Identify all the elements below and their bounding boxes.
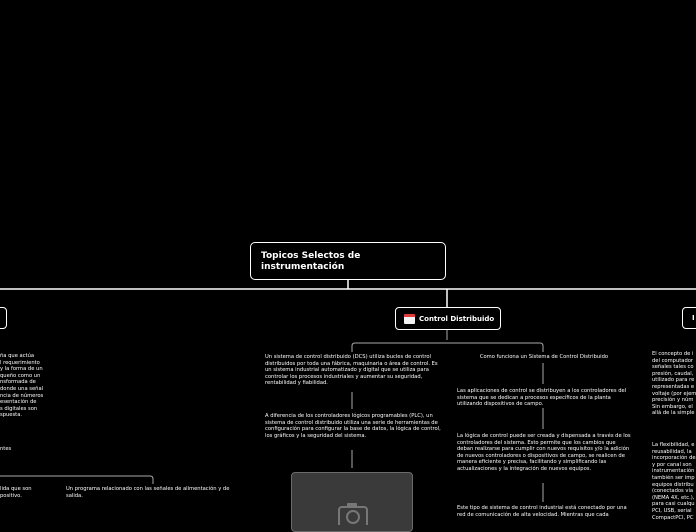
left-partial-text-1: ña que actúa l requerimiento y la forma de un queño como un nsformada de donde una señal ncia de números esentación de s digitales son spuesta.	[0, 353, 44, 419]
dcs-vs-plc-text: A diferencia de los controladores lógicos programables (PLC), un sistema de control distribuido utiliza una serie de herramientas de configuración para configurar la base de datos, la lógica de control, los gráficos y la seguridad del sistema.	[265, 413, 441, 439]
right-partial-text-2: La flexibilidad, e reusabilidad, la incorporación de y por canal son instrumentación también ser imp equipos distribu (conectados vía (NEMA 4X, etc.), para casi cualqu PCI, USB, serial CompactPCI, PC	[652, 442, 696, 521]
right-topic-node-partial[interactable]	[682, 307, 696, 329]
control-distribuido-node[interactable]	[395, 307, 501, 330]
calendar-icon	[404, 314, 415, 324]
right-partial-text-1: El concepto de i del computador señales tales co presión, caudal, utilizado para re representadas e voltaje (por ejem precisión y núm Sin embargo, el allá de la simple	[652, 351, 696, 417]
left-partial-text-2: ntes	[0, 446, 12, 452]
how-it-works-text-3: Este tipo de sistema de control industrial está conectado por una red de comunicación de alta velocidad. Mientras que cada	[457, 505, 627, 518]
camera-icon	[333, 501, 373, 525]
main-topic-title: Topicos Selectos de instrumentación	[261, 251, 361, 272]
main-topic-node[interactable]	[250, 242, 446, 280]
dcs-definition-text: Un sistema de control distribuido (DCS) utiliza bucles de control distribuidos por toda una fábrica, maquinaria o área de control. Es un sistema industrial automatizado y digital que se utiliza para controlar los procesos industriales y aumentar su seguridad, rentabilidad y fiabilidad.	[265, 354, 438, 387]
left-program-text: Un programa relacionado con las señales de alimentación y de salida.	[66, 486, 230, 499]
how-it-works-title: Como funciona un Sistema de Control Distribuido	[479, 354, 609, 360]
left-topic-node-partial[interactable]	[0, 307, 7, 329]
image-placeholder	[291, 472, 413, 532]
control-distribuido-label: Control Distribuido	[419, 314, 495, 323]
left-partial-text-3: lida que son positivo.	[0, 486, 32, 499]
right-topic-label: I	[692, 314, 695, 322]
how-it-works-text-1: Las aplicaciones de control se distribuyen a los controladores del sistema que se dedican a procesos específicos de la planta utilizando dispositivos de campo.	[457, 388, 627, 408]
how-it-works-text-2: La lógica de control puede ser creada y dispensada a través de los controladores del sistema. Esto permite que los cambios que deban realizarse para cumplir con nuevos requisitos y/o la adición de nuevos controladores o dispositivos de campo, se realicen de manera eficiente y precisa, facilitando y simplificando las actualizaciones y la integración de nuevos equipos.	[457, 433, 631, 472]
